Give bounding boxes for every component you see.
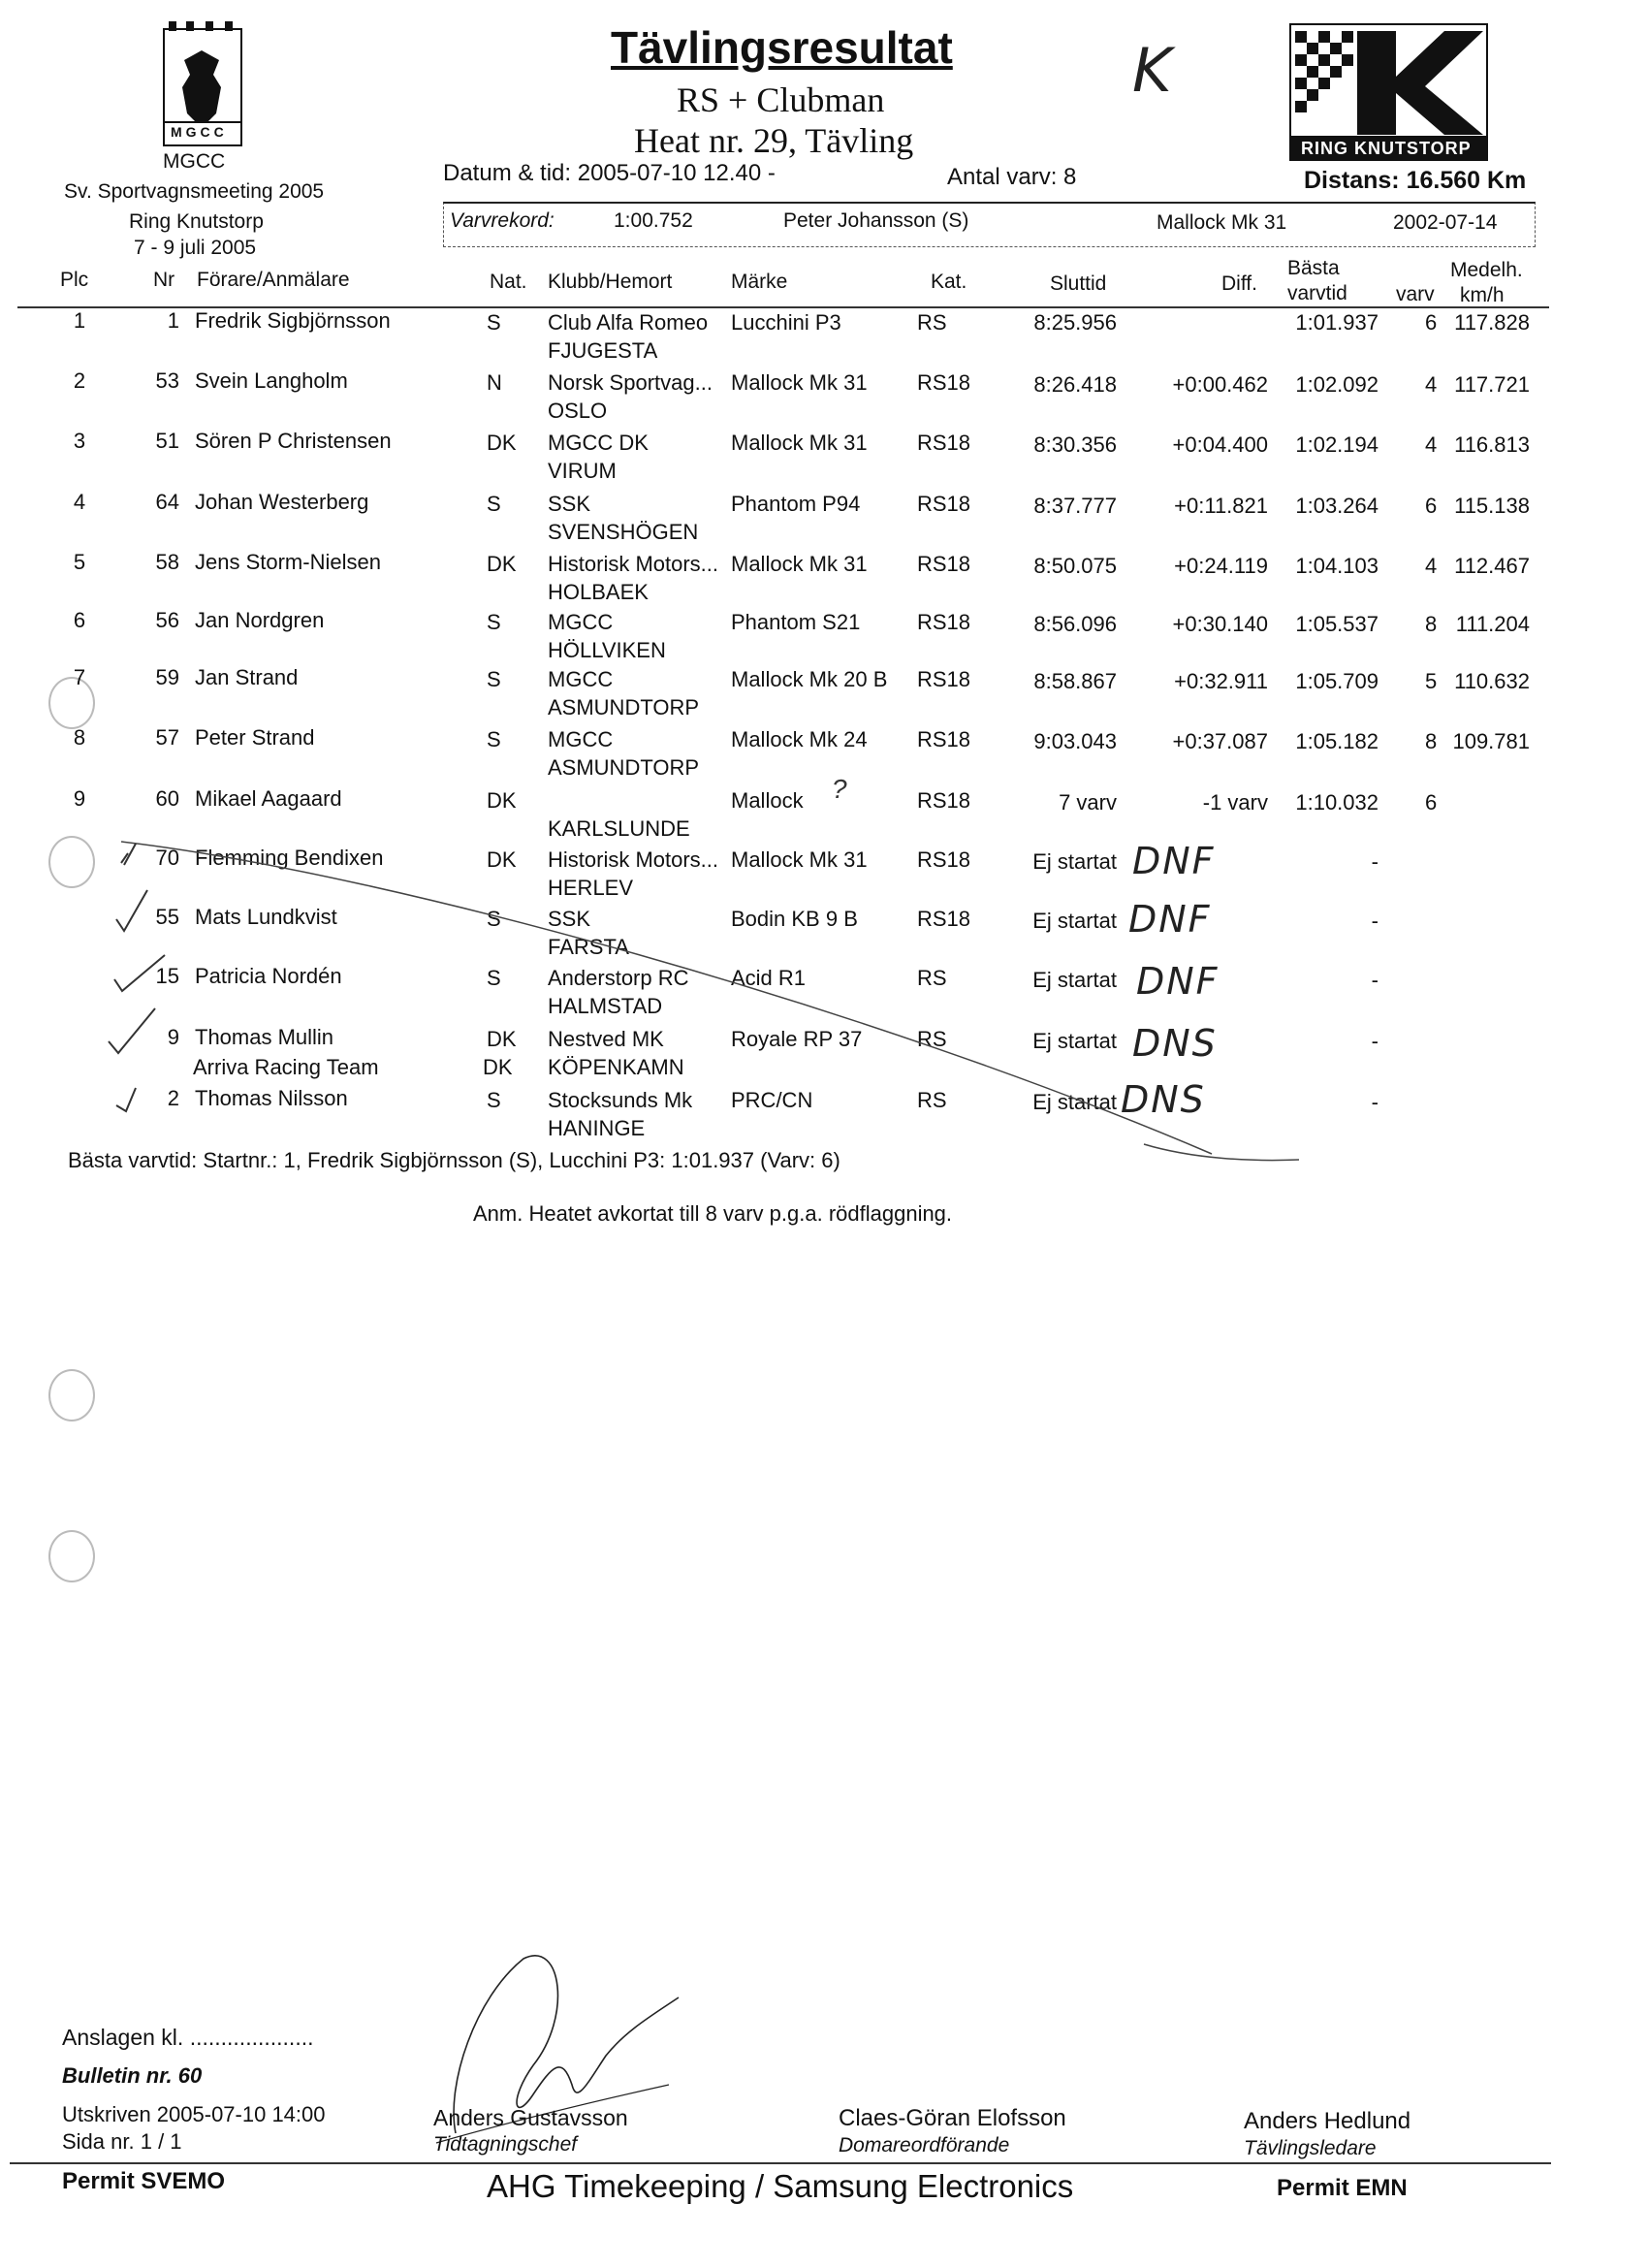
cell-make: Mallock Mk 20 B (731, 667, 888, 691)
cell-club: MGCC (548, 667, 614, 691)
cell-varv: 4 (1425, 432, 1438, 457)
col-varv: varv (1396, 283, 1435, 305)
cell-nr: 58 (155, 550, 179, 574)
cell-best-lap: 1:02.194 (1295, 432, 1379, 457)
cell-sluttid: Ej startat (1032, 1029, 1117, 1053)
heat-line: Heat nr. 29, Tävling (634, 121, 914, 160)
cell-plc: 6 (73, 608, 86, 632)
cell-make: Royale RP 37 (731, 1027, 863, 1051)
cell-varv: 4 (1425, 554, 1438, 578)
cell-club: SSK (548, 492, 591, 516)
cell-varv: 4 (1425, 372, 1438, 397)
cell-sluttid: 9:03.043 (1033, 729, 1117, 753)
col-nat: Nat. (490, 271, 527, 293)
handwritten-k: K (1132, 35, 1174, 106)
cell-nat: DK (487, 431, 517, 455)
antal-varv: Antal varv: 8 (947, 164, 1077, 190)
cell-varv: 6 (1425, 494, 1438, 518)
bulletin: Bulletin nr. 60 (62, 2063, 203, 2088)
cell-sluttid: Ej startat (1032, 968, 1117, 992)
cell-best-lap: - (1371, 1090, 1379, 1114)
cell-kat: RS (917, 966, 947, 990)
cell-driver: Peter Strand (195, 725, 315, 750)
cell-sluttid: Ej startat (1032, 849, 1117, 874)
cell-driver: Mats Lundkvist (195, 905, 337, 929)
cell-sluttid: 8:58.867 (1033, 669, 1117, 693)
cell-kat: RS (917, 310, 947, 335)
cell-sluttid: Ej startat (1032, 1090, 1117, 1114)
cell-best-lap: 1:02.092 (1295, 372, 1379, 397)
cell-driver: Jan Strand (195, 665, 299, 689)
cell-nat: DK (487, 847, 517, 872)
cell-kat: RS18 (917, 431, 971, 455)
cell-nat: S (487, 310, 501, 335)
cell-diff: +0:37.087 (1172, 729, 1268, 753)
cell-nat: DK (487, 1027, 517, 1051)
best-lap-note: Bästa varvtid: Startnr.: 1, Fredrik Sigbjörnsson (S), Lucchini P3: 1:01.937 (Varv: 6) (68, 1148, 840, 1172)
cell-best-lap: 1:10.032 (1295, 790, 1379, 815)
cell-nat: N (487, 370, 502, 395)
cell-club: MGCC (548, 610, 614, 634)
cell-nr: 56 (155, 608, 179, 632)
col-medel-top: Medelh. (1450, 259, 1523, 281)
cell-nr: 9 (167, 1025, 179, 1049)
cell-nr: 53 (155, 368, 179, 393)
cell-club: Historisk Motors... (548, 847, 719, 872)
col-medel-bottom: km/h (1460, 284, 1505, 306)
cell-nat: S (487, 727, 501, 751)
cell-best-lap: 1:01.937 (1295, 310, 1379, 335)
anslagen: Anslagen kl. .................... (62, 2025, 314, 2050)
record-driver: Peter Johansson (S) (783, 209, 969, 232)
distans: Distans: 16.560 Km (1304, 167, 1527, 194)
cell-sluttid: Ej startat (1032, 909, 1117, 933)
cell-best-lap: - (1371, 1029, 1379, 1053)
col-best-top: Bästa (1287, 257, 1340, 279)
event-dates: 7 - 9 juli 2005 (134, 237, 257, 259)
class-line: RS + Clubman (677, 80, 885, 119)
cell-kat: RS18 (917, 667, 971, 691)
handwritten-dns: DNS (1132, 1022, 1218, 1065)
cell-best-lap: 1:05.709 (1295, 669, 1379, 693)
cell-nr: 64 (155, 490, 179, 514)
cell-nr: 15 (155, 964, 179, 988)
cell-driver: Svein Langholm (195, 368, 348, 393)
cell-kat: RS18 (917, 847, 971, 872)
cell-speed: 117.721 (1454, 372, 1530, 397)
cell-club: Norsk Sportvag... (548, 370, 713, 395)
cell-hometown: HANINGE (548, 1116, 646, 1140)
club-name: MGCC (163, 150, 226, 173)
cell-best-lap: - (1371, 909, 1379, 933)
cell-kat: RS18 (917, 552, 971, 576)
cell-driver: Johan Westerberg (195, 490, 369, 514)
cell-driver: Thomas Nilsson (195, 1086, 348, 1110)
mgcc-logo-text: MGCC (171, 124, 228, 140)
cell-best-lap: 1:05.537 (1295, 612, 1379, 636)
cell-hometown: FJUGESTA (548, 338, 658, 363)
event-name: Sv. Sportvagnsmeeting 2005 (64, 180, 325, 203)
cell-kat: RS (917, 1088, 947, 1112)
permit-right: Permit EMN (1277, 2175, 1408, 2201)
datum-label: Datum & tid: 2005-07-10 12.40 - (443, 160, 776, 186)
cell-nr: 57 (155, 725, 179, 750)
cell-make: Mallock Mk 24 (731, 727, 868, 751)
handwritten-question: ? (832, 774, 847, 804)
cell-sluttid: 7 varv (1059, 790, 1117, 815)
cell-driver: Sören P Christensen (195, 429, 392, 453)
cell-varv: 6 (1425, 310, 1438, 335)
cell-best-lap: - (1371, 968, 1379, 992)
cell-diff: +0:11.821 (1174, 494, 1268, 518)
sign1-role: Tidtagningschef (433, 2133, 578, 2156)
cell-kat: RS18 (917, 492, 971, 516)
cell-driver: Flemming Bendixen (195, 846, 384, 870)
handwritten-dnf: DNF (1136, 960, 1220, 1003)
cell-sluttid: 8:56.096 (1033, 612, 1117, 636)
cell-speed: 109.781 (1452, 729, 1530, 753)
utskriven: Utskriven 2005-07-10 14:00 (62, 2102, 326, 2126)
cell-driver: Jens Storm-Nielsen (195, 550, 381, 574)
entrant-extra-nat: DK (483, 1055, 513, 1079)
remark: Anm. Heatet avkortat till 8 varv p.g.a. rödflaggning. (473, 1201, 953, 1226)
cell-hometown: FARSTA (548, 935, 629, 959)
cell-club: Anderstorp RC (548, 966, 689, 990)
cell-nat: DK (487, 788, 517, 813)
cell-hometown: KARLSLUNDE (548, 816, 690, 841)
cell-best-lap: - (1371, 849, 1379, 874)
cell-club: Club Alfa Romeo (548, 310, 709, 335)
cell-nat: S (487, 1088, 501, 1112)
cell-best-lap: 1:05.182 (1295, 729, 1379, 753)
timekeeping: AHG Timekeeping / Samsung Electronics (487, 2168, 1074, 2204)
punch-hole (48, 1369, 95, 1421)
cell-club: SSK (548, 907, 591, 931)
cell-nr: 51 (155, 429, 179, 453)
cell-hometown: SVENSHÖGEN (548, 520, 699, 544)
cell-speed: 110.632 (1454, 669, 1530, 693)
cell-nr: 59 (155, 665, 179, 689)
cell-make: Phantom P94 (731, 492, 861, 516)
cell-nat: DK (487, 552, 517, 576)
cell-hometown: ASMUNDTORP (548, 695, 700, 719)
cell-speed: 112.467 (1454, 554, 1530, 578)
record-label: Varvrekord: (450, 209, 555, 232)
page-title: Tävlingsresultat (611, 22, 953, 73)
cell-diff: +0:04.400 (1172, 432, 1268, 457)
handwritten-dnf: DNF (1132, 840, 1216, 882)
cell-nr: 2 (167, 1086, 179, 1110)
entrant-extra-name: Arriva Racing Team (193, 1055, 379, 1079)
cell-make: Mallock Mk 31 (731, 370, 868, 395)
col-make: Märke (731, 271, 788, 293)
cell-make: Lucchini P3 (731, 310, 841, 335)
venue: Ring Knutstorp (129, 210, 264, 233)
cell-sluttid: 8:25.956 (1033, 310, 1117, 335)
cell-plc: 7 (73, 665, 86, 689)
col-driver: Förare/Anmälare (197, 269, 350, 291)
cell-plc: 3 (73, 429, 86, 453)
cell-club: Nestved MK (548, 1027, 664, 1051)
col-best-bottom: varvtid (1287, 282, 1347, 304)
cell-best-lap: 1:04.103 (1295, 554, 1379, 578)
col-nr: Nr (153, 269, 175, 291)
track-logo-text: RING KNUTSTORP (1301, 139, 1472, 158)
cell-plc: 4 (73, 490, 86, 514)
cell-nat: S (487, 966, 501, 990)
col-sluttid: Sluttid (1050, 272, 1107, 295)
cell-nr: 60 (155, 786, 179, 811)
cell-driver: Mikael Aagaard (195, 786, 342, 811)
cell-speed: 117.828 (1454, 310, 1530, 335)
cell-club: MGCC DK (548, 431, 649, 455)
cell-plc: 8 (73, 725, 86, 750)
punch-hole (48, 1530, 95, 1582)
cell-kat: RS18 (917, 610, 971, 634)
cell-kat: RS18 (917, 370, 971, 395)
cell-driver: Jan Nordgren (195, 608, 325, 632)
cell-speed: 115.138 (1454, 494, 1530, 518)
col-plc: Plc (60, 269, 89, 291)
cell-make: Mallock (731, 788, 804, 813)
cell-sluttid: 8:50.075 (1033, 554, 1117, 578)
cell-diff: -1 varv (1202, 790, 1268, 815)
record-time: 1:00.752 (614, 209, 693, 232)
cell-make: Acid R1 (731, 966, 807, 990)
cell-nat: S (487, 907, 501, 931)
cell-sluttid: 8:30.356 (1033, 432, 1117, 457)
handwritten-dnf: DNF (1128, 898, 1212, 941)
sida: Sida nr. 1 / 1 (62, 2129, 182, 2154)
col-kat: Kat. (931, 271, 967, 293)
cell-hometown: HALMSTAD (548, 994, 663, 1018)
cell-kat: RS (917, 1027, 947, 1051)
sign2-role: Domareordförande (839, 2134, 1010, 2156)
cell-driver: Thomas Mullin (195, 1025, 334, 1049)
cell-hometown: ASMUNDTORP (548, 755, 700, 780)
handwritten-dns: DNS (1121, 1078, 1206, 1121)
cell-varv: 8 (1425, 612, 1438, 636)
cell-nr: 55 (155, 905, 179, 929)
footer-rule (10, 2162, 1551, 2164)
cell-hometown: VIRUM (548, 459, 617, 483)
cell-nat: S (487, 667, 501, 691)
col-diff: Diff. (1221, 272, 1257, 295)
cell-driver: Fredrik Sigbjörnsson (195, 308, 391, 333)
cell-club: Historisk Motors... (548, 552, 719, 576)
cell-make: Mallock Mk 31 (731, 552, 868, 576)
cell-make: PRC/CN (731, 1088, 813, 1112)
cell-hometown: HERLEV (548, 876, 634, 900)
cell-hometown: OSLO (548, 399, 608, 423)
cell-hometown: HOLBAEK (548, 580, 649, 604)
cell-plc: 9 (73, 786, 86, 811)
sign2-name: Claes-Göran Elofsson (839, 2105, 1066, 2131)
cell-plc: 2 (73, 368, 86, 393)
cell-speed: 116.813 (1454, 432, 1530, 457)
cell-diff: +0:30.140 (1172, 612, 1268, 636)
record-car: Mallock Mk 31 (1157, 211, 1287, 234)
cell-varv: 6 (1425, 790, 1438, 815)
cell-nat: S (487, 610, 501, 634)
cell-driver: Patricia Nordén (195, 964, 342, 988)
permit-left: Permit SVEMO (62, 2168, 226, 2194)
cell-varv: 8 (1425, 729, 1438, 753)
cell-make: Mallock Mk 31 (731, 431, 868, 455)
cell-nr: 1 (167, 308, 179, 333)
sign1-name: Anders Gustavsson (433, 2105, 628, 2130)
record-date: 2002-07-14 (1393, 211, 1498, 234)
cell-club: Stocksunds Mk (548, 1088, 693, 1112)
cell-diff: +0:32.911 (1174, 669, 1268, 693)
cell-nr: 70 (155, 846, 179, 870)
cell-plc: 5 (73, 550, 86, 574)
cell-diff: +0:24.119 (1174, 554, 1268, 578)
cell-kat: RS18 (917, 727, 971, 751)
cell-best-lap: 1:03.264 (1295, 494, 1379, 518)
cell-speed: 111.204 (1455, 612, 1530, 636)
sign3-name: Anders Hedlund (1244, 2108, 1411, 2134)
cell-nat: S (487, 492, 501, 516)
cell-make: Bodin KB 9 B (731, 907, 858, 931)
cell-varv: 5 (1425, 669, 1438, 693)
sign3-role: Tävlingsledare (1244, 2137, 1377, 2159)
cell-hometown: KÖPENKAMN (548, 1055, 684, 1079)
cell-club: MGCC (548, 727, 614, 751)
cell-kat: RS18 (917, 788, 971, 813)
col-club: Klubb/Hemort (548, 271, 673, 293)
cell-hometown: HÖLLVIKEN (548, 638, 666, 662)
cell-sluttid: 8:26.418 (1033, 372, 1117, 397)
cell-sluttid: 8:37.777 (1033, 494, 1117, 518)
cell-plc: 1 (73, 308, 86, 333)
cell-diff: +0:00.462 (1172, 372, 1268, 397)
cell-make: Mallock Mk 31 (731, 847, 868, 872)
cell-kat: RS18 (917, 907, 971, 931)
cell-make: Phantom S21 (731, 610, 861, 634)
